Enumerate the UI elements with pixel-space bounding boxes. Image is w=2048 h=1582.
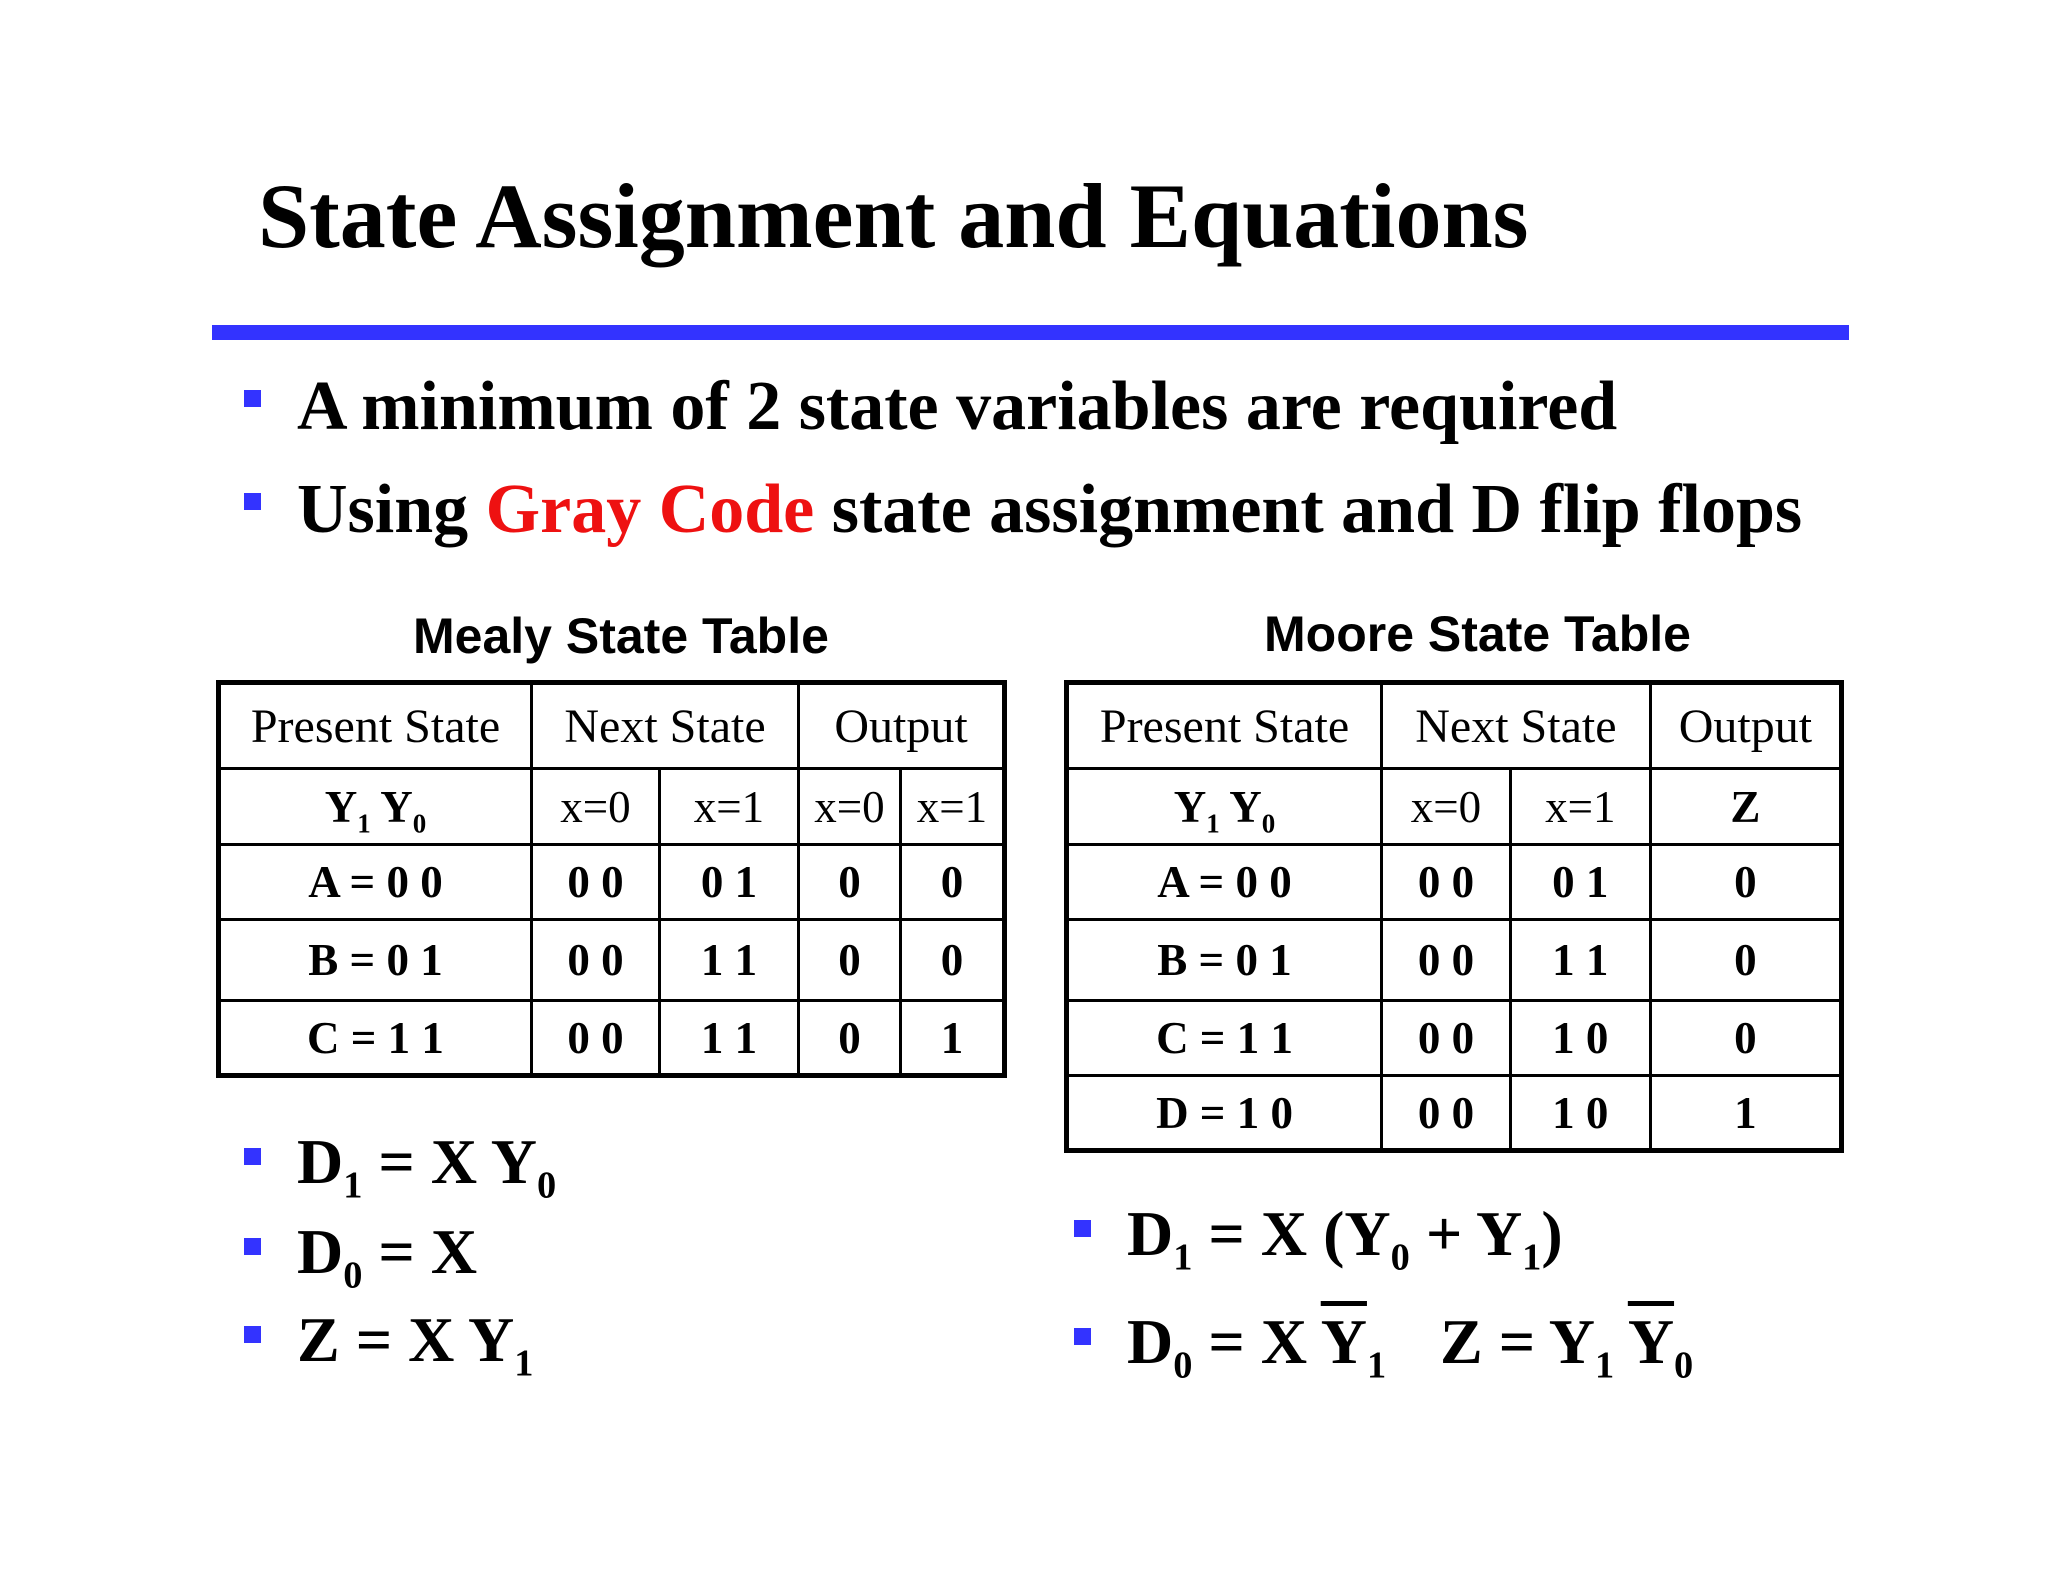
- subheader-ns-x1: x=1: [660, 769, 799, 845]
- next-state-x1-cell: 0 1: [660, 845, 799, 920]
- bullet-text-before: Using: [297, 471, 486, 548]
- slide-title: State Assignment and Equations: [258, 165, 1529, 267]
- next-state-x0-cell: 0 0: [1382, 1076, 1511, 1151]
- bullet-square-icon: [244, 1326, 261, 1343]
- state-cell: D = 1 0: [1067, 1076, 1382, 1151]
- moore-equation-z: $Z = Y_1$ $\overline{Y}_0$: [1440, 1306, 1694, 1387]
- next-state-x0-cell: 0 0: [532, 845, 660, 920]
- next-state-x0-cell: 0 0: [532, 1001, 660, 1076]
- state-cell: B = 0 1: [1067, 920, 1382, 1001]
- table-subheader-row: [219, 769, 1005, 845]
- output-z-cell: 0: [1650, 845, 1841, 920]
- output-x1-cell: 0: [901, 845, 1005, 920]
- bullet-gray-code: [297, 471, 1803, 548]
- y1-complement: $\overline{Y}$: [1320, 1306, 1367, 1377]
- state-cell: A = 0 0: [219, 845, 532, 920]
- mealy-table-caption: Mealy State Table: [413, 608, 829, 664]
- moore-equation-d1: $D_1 = X$ $(Y_0 + Y_1)$: [1127, 1202, 1563, 1266]
- subheader-ns-x0: x=0: [1382, 769, 1511, 845]
- state-cell: C = 1 1: [1067, 1001, 1382, 1076]
- table-row: [1067, 1001, 1842, 1076]
- subheader-z: Z: [1650, 769, 1841, 845]
- bullet-square-icon: [1074, 1328, 1091, 1345]
- bullet-square-icon: [244, 390, 261, 407]
- table-header-row: [1067, 683, 1842, 769]
- bullet-text-after: state assignment and D flip flops: [814, 471, 1803, 548]
- mealy-equation-d1: $D_1 = X$ $Y_0$: [297, 1130, 556, 1194]
- gray-code-highlight: Gray Code: [485, 471, 815, 548]
- next-state-x1-cell: 1 0: [1510, 1076, 1650, 1151]
- output-z-cell: 1: [1650, 1076, 1841, 1151]
- table-header-row: [219, 683, 1005, 769]
- bullet-text: A minimum of 2 state variables are required: [297, 368, 1618, 445]
- header-output: Output: [1650, 683, 1841, 769]
- subheader-out-x1: x=1: [901, 769, 1005, 845]
- bullet-square-icon: [244, 493, 261, 510]
- header-present-state: Present State: [219, 683, 532, 769]
- subheader-y1y0: $Y_1$ $Y_0$: [1067, 769, 1382, 845]
- table-row: [219, 1001, 1005, 1076]
- moore-table-caption: Moore State Table: [1264, 606, 1691, 662]
- subheader-ns-x0: x=0: [532, 769, 660, 845]
- next-state-x1-cell: 1 1: [660, 920, 799, 1001]
- mealy-state-table: [216, 680, 1007, 1078]
- header-next-state: Next State: [532, 683, 799, 769]
- next-state-x1-cell: 1 0: [1510, 1001, 1650, 1076]
- mealy-equation-z: Z = X $Y_1$: [297, 1308, 533, 1372]
- subheader-y1y0: $Y_1$ $Y_0$: [219, 769, 532, 845]
- header-output: Output: [799, 683, 1005, 769]
- output-z-cell: 0: [1650, 920, 1841, 1001]
- output-x1-cell: 0: [901, 920, 1005, 1001]
- next-state-x0-cell: 0 0: [1382, 845, 1511, 920]
- output-x0-cell: 0: [799, 1001, 901, 1076]
- table-row: [219, 845, 1005, 920]
- table-row: [1067, 920, 1842, 1001]
- moore-state-table: [1064, 680, 1844, 1153]
- table-row: [1067, 1076, 1842, 1151]
- table-row: [219, 920, 1005, 1001]
- next-state-x1-cell: 0 1: [1510, 845, 1650, 920]
- output-x0-cell: 0: [799, 845, 901, 920]
- subheader-out-x0: x=0: [799, 769, 901, 845]
- next-state-x1-cell: 1 1: [660, 1001, 799, 1076]
- moore-equation-d0: $D_0 = X$ $\overline{Y}_1$: [1127, 1310, 1386, 1374]
- y0-complement: $\overline{Y}$: [1627, 1306, 1675, 1377]
- state-cell: C = 1 1: [219, 1001, 532, 1076]
- output-x0-cell: 0: [799, 920, 901, 1001]
- table-subheader-row: [1067, 769, 1842, 845]
- mealy-equation-d0: $D_0 = X$: [297, 1220, 477, 1284]
- next-state-x0-cell: 0 0: [532, 920, 660, 1001]
- state-cell: B = 0 1: [219, 920, 532, 1001]
- next-state-x1-cell: 1 1: [1510, 920, 1650, 1001]
- next-state-x0-cell: 0 0: [1382, 920, 1511, 1001]
- output-z-cell: 0: [1650, 1001, 1841, 1076]
- bullet-square-icon: [244, 1238, 261, 1255]
- output-x1-cell: 1: [901, 1001, 1005, 1076]
- subheader-ns-x1: x=1: [1510, 769, 1650, 845]
- bullet-square-icon: [244, 1148, 261, 1165]
- header-present-state: Present State: [1067, 683, 1382, 769]
- title-divider: [212, 325, 1849, 340]
- bullet-state-variables: [297, 368, 1618, 445]
- table-row: [1067, 845, 1842, 920]
- state-cell: A = 0 0: [1067, 845, 1382, 920]
- next-state-x0-cell: 0 0: [1382, 1001, 1511, 1076]
- header-next-state: Next State: [1382, 683, 1651, 769]
- bullet-square-icon: [1074, 1220, 1091, 1237]
